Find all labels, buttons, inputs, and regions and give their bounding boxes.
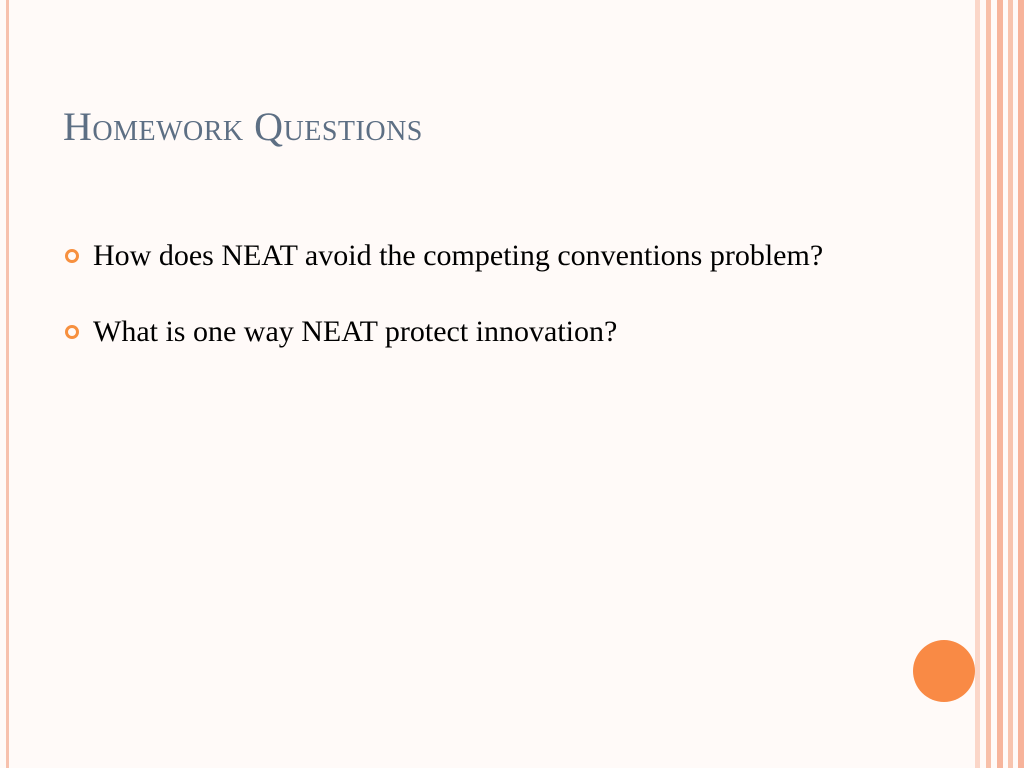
bullet-list (63, 236, 893, 388)
slide-title: Homework Questions (63, 104, 423, 149)
bullet-ring-icon (65, 325, 79, 339)
decorative-stripe (1008, 0, 1013, 768)
bullet-text: How does NEAT avoid the competing conventions problem? (93, 239, 824, 272)
left-border-line (6, 0, 9, 768)
bullet-text: What is one way NEAT protect innovation? (93, 315, 618, 348)
bullet-ring-icon (65, 249, 79, 263)
decorative-stripe (975, 0, 980, 768)
decorative-stripe (1018, 0, 1024, 768)
bullet-item (63, 312, 893, 352)
bullet-item (63, 236, 893, 276)
decorative-stripe (997, 0, 1003, 768)
decorative-circle (913, 640, 975, 702)
decorative-stripe (986, 0, 991, 768)
